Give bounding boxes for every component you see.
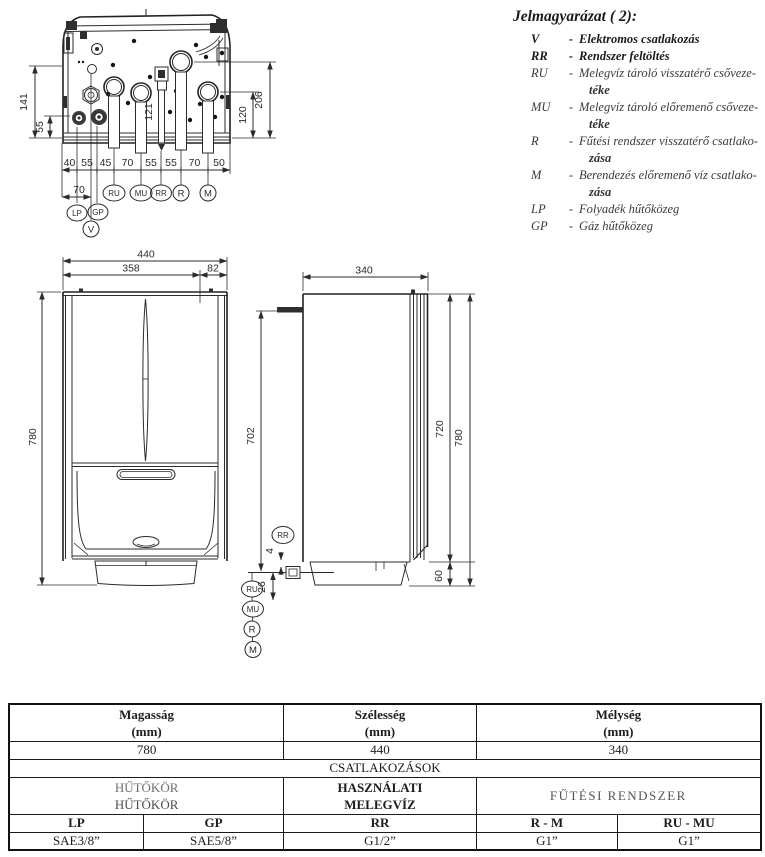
value-depth: 340 (476, 741, 761, 759)
connection-ports-top (72, 51, 218, 153)
dim-82: 82 (207, 262, 219, 275)
code-rr: RR (284, 814, 477, 832)
legend-item-rr: RR - Rendszer feltöltés (531, 49, 670, 63)
value-width: 440 (284, 741, 477, 759)
rr-fitting (286, 567, 300, 579)
r-port (170, 51, 192, 150)
legend-item-ru-cont: téke (589, 83, 610, 97)
dim-60: 60 (433, 570, 445, 582)
elevation-drawings (0, 245, 510, 665)
lp-label: LP (72, 209, 82, 218)
dim-120: 120 (237, 106, 249, 124)
group-heating: FŰTÉSI RENDSZER (476, 777, 761, 814)
code-ru-mu: RU - MU (618, 814, 761, 832)
v-port (88, 65, 97, 74)
chain-dim-40: 40 (63, 157, 76, 169)
size-ru-mu: G1” (618, 832, 761, 850)
legend-item-mu: MU - Melegvíz tároló előremenő csőveze- (531, 100, 759, 114)
dim-780-side: 780 (453, 429, 465, 447)
side-view-drawing (242, 265, 476, 658)
ru-label: RU (108, 189, 120, 198)
dim-340: 340 (355, 264, 373, 277)
chain-dim-50: 50 (213, 157, 225, 169)
dim-702: 702 (245, 427, 257, 445)
legend-item-gp: GP - Gáz hűtőközeg (531, 219, 653, 233)
chain-dim-45: 45 (99, 157, 112, 169)
legend-item-lp: LP - Folyadék hűtőközeg (531, 202, 680, 216)
dim-4: 4 (264, 548, 276, 554)
dim-121: 121 (143, 103, 155, 121)
door-seam (143, 299, 148, 461)
mu-label: MU (134, 189, 148, 198)
m-side-label: M (249, 645, 257, 656)
chain-dim-70b: 70 (188, 157, 201, 169)
dim-206: 206 (253, 91, 265, 109)
wall-bracket (277, 307, 303, 313)
legend-item-mu-cont: téke (589, 117, 610, 131)
side-base (310, 562, 407, 585)
r-label: R (177, 188, 185, 200)
legend-item-v: V - Elektromos csatlakozás (531, 32, 700, 46)
dim-70-lp: 70 (73, 184, 85, 196)
lp-port (72, 111, 86, 125)
legend-item-ru: RU - Melegvíz tároló visszatérő csőveze- (531, 66, 756, 80)
chain-dim-55b: 55 (145, 157, 157, 169)
chain-dim-55c: 55 (165, 157, 177, 169)
panel-handle (117, 470, 175, 480)
legend-item-m: M - Berendezés előremenő víz csatlako- (531, 168, 757, 182)
front-view-drawing (27, 249, 227, 586)
legend-item-r-cont: zása (589, 151, 612, 165)
gp-port (91, 109, 107, 125)
code-gp: GP (143, 814, 283, 832)
dim-26: 26 (256, 581, 268, 593)
ru-side-label: RU (246, 585, 258, 594)
v-label: V (87, 224, 95, 236)
size-r-m: G1” (476, 832, 617, 850)
size-gp: SAE5/8” (143, 832, 283, 850)
chain-dim-70a: 70 (121, 157, 134, 169)
code-r-m: R - M (476, 814, 617, 832)
section-connections: CSATLAKOZÁSOK (9, 759, 761, 777)
m-label: M (204, 188, 212, 200)
spec-table (8, 703, 762, 851)
r-side-label: R (248, 624, 256, 636)
group-cooling: HŰTŐKÖR HŰTŐKÖR (9, 777, 284, 814)
control-panel-face (77, 471, 215, 549)
dim-55-left: 55 (34, 121, 46, 133)
legend-item-r: R - Fűtési rendszer visszatérő csatlako- (531, 134, 759, 148)
legend (513, 8, 763, 235)
size-lp: SAE3/8” (9, 832, 143, 850)
group-dhw: HASZNÁLATI MELEGVÍZ (284, 777, 477, 814)
header-height: Magasság (mm) (9, 704, 284, 741)
dim-358: 358 (122, 262, 140, 275)
dim-780-front: 780 (27, 428, 39, 446)
header-depth: Mélység (mm) (476, 704, 761, 741)
gp-label: GP (92, 208, 104, 217)
legend-title: Jelmagyarázat ( 2): (513, 8, 637, 25)
code-lp: LP (9, 814, 143, 832)
rr-label: RR (155, 189, 167, 198)
rr-side-label: RR (277, 531, 289, 540)
top-view-port-labels (67, 185, 216, 237)
value-height: 780 (9, 741, 284, 759)
top-view-drawing (0, 0, 510, 242)
rr-port (155, 67, 168, 151)
dim-720: 720 (434, 420, 446, 438)
chain-dim-55a: 55 (81, 157, 93, 169)
size-rr: G1/2” (284, 832, 477, 850)
header-width: Szélesség (mm) (284, 704, 477, 741)
mu-side-label: MU (246, 605, 260, 614)
legend-item-m-cont: zása (589, 185, 612, 199)
dim-141: 141 (18, 93, 30, 111)
dim-440: 440 (137, 248, 155, 261)
